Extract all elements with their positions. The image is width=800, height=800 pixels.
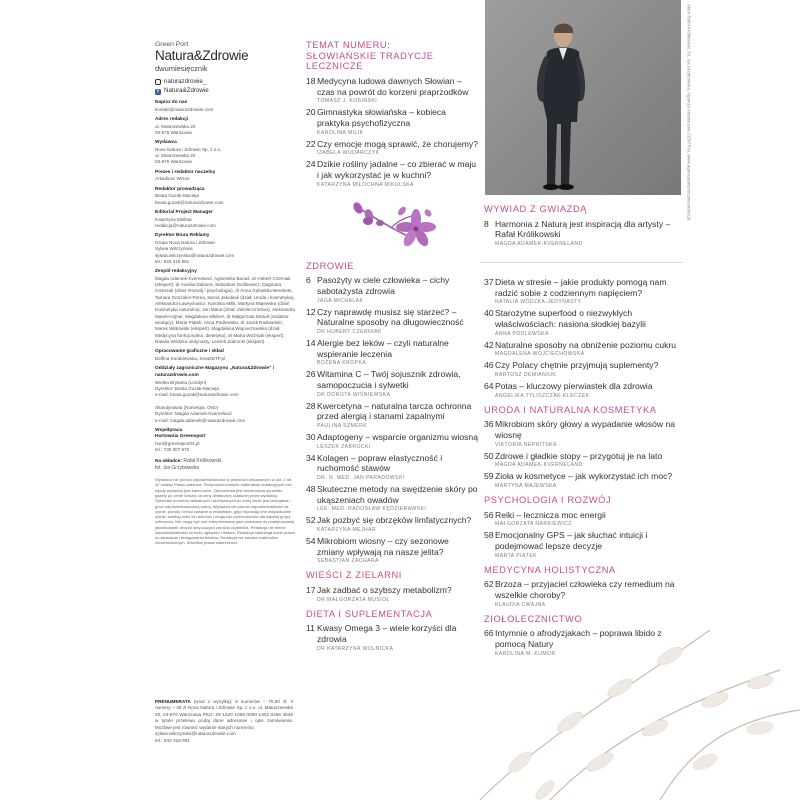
masthead-block-label: Editorial Project Manager (155, 209, 213, 215)
toc-entry-body (495, 510, 688, 528)
toc-page-number: 46 (484, 360, 494, 371)
toc-article-title: Harmonia z Naturą jest inspiracją dla artysty – Rafał Królikowski (495, 218, 671, 240)
toc-article-author: MAGDA ADAMEK-KVERNELAND (495, 241, 583, 247)
section-title: URODA I NATURALNA KOSMETYKA (484, 404, 657, 415)
toc-article-title: Kwercetyna – naturalna tarcza ochronna przed alergią i stanami zapalnymi (317, 400, 472, 422)
toc-page-number: 62 (484, 579, 494, 590)
subscription-label: PRENUMERATA (155, 699, 191, 704)
instagram-icon (155, 79, 161, 85)
toc-page-number: 22 (306, 138, 316, 149)
toc-article-author: TOMASZ J. KOSIŃSKI (317, 98, 378, 105)
toc-entry[interactable] (306, 623, 478, 651)
toc-page-number: 28 (306, 400, 316, 411)
magazine-title: Natura&Zdrowie (155, 48, 249, 64)
toc-article-title: Intymnie o afrodyzjakach – poprawa libido z pomocą Natury (495, 628, 662, 649)
toc-entry-body (317, 515, 478, 533)
toc-page-number: 66 (484, 628, 494, 639)
toc-page-number: 24 (306, 159, 316, 170)
section-title: MEDYCYNA HOLISTYCZNA (484, 564, 616, 575)
toc-article-title: Zdrowe i gładkie stopy – przygotuj je na lato (495, 450, 663, 461)
toc-entry-body (495, 308, 688, 336)
toc-entry[interactable] (484, 530, 688, 558)
toc-page-number: 34 (306, 452, 316, 463)
cover-text: Rafał Królikowski, fot. Iza Grzybowska (155, 457, 223, 472)
toc-page-number: 56 (484, 509, 494, 520)
toc-page-number: 42 (484, 339, 494, 350)
toc-entry[interactable] (306, 585, 478, 603)
toc-entry-body (317, 536, 478, 564)
toc-entry-body (317, 585, 478, 603)
cover-label: Na okładce: (155, 458, 182, 464)
toc-page-number: 54 (306, 535, 316, 546)
masthead-block (155, 349, 295, 362)
masthead-block-label: Redaktor prowadząca (155, 186, 205, 192)
facebook-link[interactable] (155, 87, 295, 96)
toc-article-author: KATARZYNA MIŁOCHNA MIKULSKA (317, 181, 414, 188)
toc-article-author: KATARZYNA MEJHAR (317, 526, 377, 533)
section-psychology (484, 495, 688, 559)
toc-entry[interactable] (484, 340, 688, 358)
toc-article-author: DR KATARZYNA WOLNICKA (317, 645, 394, 652)
toc-article-author: JAGA MICHALAK (317, 297, 364, 304)
toc-article-title: Dzikie rośliny jadalne – co zbierać w maju i jak wykorzystać je w kuchni? (317, 159, 477, 180)
toc-center-column (306, 40, 478, 655)
toc-page-number: 6 (306, 275, 311, 286)
toc-article-author: KLAUDIA CWAJNA (495, 601, 546, 608)
toc-entry[interactable] (306, 432, 478, 450)
divider (480, 262, 683, 263)
section-title: TEMAT NUMERU: SŁOWIAŃSKIE TRADYCJE LECZNICZE (306, 40, 434, 72)
toc-page-number: 17 (306, 584, 316, 595)
facebook-handle: Natura&Zdrowie (164, 87, 209, 95)
masthead-block (155, 428, 295, 454)
toc-article-author: SEBASTIAN ZACHARA (317, 558, 379, 565)
masthead-block-text: Nova Natura i Zdrowie Sp. z o.o. ul. Matuszewska 20 03-876 Warszawa (155, 146, 222, 165)
toc-entry[interactable] (484, 628, 688, 656)
masthead-block (155, 187, 295, 206)
toc-entry-body (495, 451, 688, 469)
toc-entry-body (495, 419, 688, 447)
toc-entry-body (317, 76, 478, 104)
toc-entry[interactable] (306, 536, 478, 564)
toc-entry[interactable] (306, 307, 478, 335)
toc-article-author: MAGDALENA WOJCIECHOWSKA (495, 351, 585, 358)
toc-entry-body (495, 360, 688, 378)
section-herbal (484, 614, 688, 657)
toc-right-top (484, 204, 684, 250)
toc-entry-body (317, 369, 478, 397)
toc-article-title: Pasożyty w ciele człowieka – cichy sabotażysta zdrowia (317, 275, 450, 296)
masthead-block-label: Prezes i redaktor naczelny (155, 169, 216, 175)
toc-entry-body (317, 107, 478, 135)
section-beauty (484, 405, 688, 489)
toc-entry[interactable] (306, 369, 478, 397)
section-health-continued (484, 277, 688, 399)
toc-article-title: Dieta w stresie – jakie produkty pomogą nam radzić sobie z codziennym napięciem? (495, 277, 667, 298)
toc-article-title: Emocjonalny GPS – jak słuchać intuicji i podejmować lepsze decyzje (495, 530, 648, 551)
masthead-block-label: Zespół redakcyjny (155, 269, 197, 275)
toc-entry[interactable] (306, 338, 478, 366)
toc-article-author: MARTA PIĄTEK (495, 552, 538, 559)
masthead-block-label: Dyrektor Biura Reklamy (155, 233, 210, 239)
toc-page-number: 50 (484, 450, 494, 461)
toc-article-title: Jak pozbyć się obrzęków limfatycznych? (317, 515, 472, 526)
toc-article-author: KAROLINA M. KUMOR (495, 650, 556, 657)
instagram-link[interactable] (155, 78, 295, 87)
subscription-text: (wraz z wysyłką): 6 numerów – 75,60 zł, 3 numery – 38 zł Nova Natura i Zdrowie Sp. z o.o. ul. Matuszewska 20, 03-876 Warszawa PKO: 29 1020 1068 0000 1302 0466 3649 w tytule przelewu podaj dane adresowe i opis zamówienia. Możliwe jest również wydanie starych numerów. sylwia.wilczynska@naturazdrowie.com tel.: 533 315 991 (155, 699, 293, 743)
section-topic (306, 40, 478, 188)
toc-entry-body (317, 307, 478, 335)
toc-page-number: 40 (484, 308, 494, 319)
toc-entry[interactable] (484, 419, 688, 447)
toc-entry[interactable] (306, 275, 478, 303)
toc-entry-body (317, 484, 478, 512)
toc-entry-body (495, 340, 688, 358)
toc-entry-body (317, 432, 478, 450)
section-title: DIETA I SUPLEMENTACJA (306, 608, 433, 619)
photo-credit-text: Aktor Rafał Królikowski, fot. Iza Grzybowska, Agencja Artystyczna CENTRAL www.agencjaartystycznacentral.pl (686, 4, 692, 221)
toc-article-title: Czy Polacy chętnie przyjmują suplementy? (495, 360, 659, 371)
toc-article-author: DR MAŁGORZATA MUSIOŁ (317, 596, 390, 603)
toc-entry[interactable] (306, 76, 478, 104)
cover-star-photo (485, 0, 681, 195)
toc-page-number: 52 (306, 515, 316, 526)
masthead-block (155, 366, 295, 424)
toc-article-author: NATALIA WÓDZKA-JEDYNASTY (495, 299, 582, 306)
section-news (306, 570, 478, 602)
section-star-interview (484, 204, 684, 247)
masthead-block (155, 210, 295, 229)
toc-article-title: Naturalne sposoby na obniżenie poziomu cukru (495, 339, 677, 350)
toc-entry[interactable] (306, 139, 478, 157)
toc-article-title: Witamina C – Twój sojusznik zdrowia, samopoczucia i sylwetki (317, 369, 461, 390)
toc-page-number: 58 (484, 530, 494, 541)
toc-page-number: 59 (484, 471, 494, 482)
toc-article-title: Medycyna ludowa dawnych Słowian – czas na powrót do korzeni praprzodków (317, 76, 469, 97)
toc-article-title: Starożytne superfood o niezwykłych właściwościach: nasiona słodkiej bazylii (495, 308, 646, 329)
photo-credit (682, 2, 702, 221)
toc-article-author: BOŻENA KROPKA (317, 360, 367, 367)
toc-article-author: MAGDA ADAMEK-KVERNELAND (495, 462, 583, 469)
toc-entry[interactable] (306, 484, 478, 512)
toc-article-title: Reiki – lecznicza moc energii (495, 509, 606, 520)
toc-page-number: 18 (306, 76, 316, 87)
publisher-name: Green Port (155, 41, 189, 48)
toc-article-author: MAŁGORZATA NARKIEWICZ (495, 521, 572, 528)
masthead-block (155, 233, 295, 265)
instagram-handle: naturazdrowie_ (164, 77, 207, 85)
section-title: WYWIAD Z GWIAZDĄ (484, 204, 588, 214)
masthead-block-text: Grupa Nova Natura i Zdrowie Sylwia Wilczyńska sylwia.wilczynska@naturazdrowie.com tel.: 533 315 991 (155, 239, 235, 264)
masthead-block-text: ul. Matuszewska 20 03-876 Warszawa (155, 123, 196, 135)
toc-page-number: 12 (306, 306, 316, 317)
masthead-block-text: Magda Adamek-Kverneland, Agnieszka Banaś, dr Hubert Czerniak (ekspert), dr Aurelia Daktora, Sebastian Duźkiewicz, Dagmara Gmitrzak (dział: Rozwój i psychologia), dr Anna Gębalska-Berekets, Tamara Gonzalez-Perea, Iwona Jakubiak (dział: Uroda i kosmetyka), Aleksandra Ławrynowicz, Karolina Milik, Martyna Majewska (dział: Kosmetyka naturalna), Jan Matul (dział: Zielolecznictwo), Aleksandra Marek-Hojner, Magdalena Mildner, dr Małgorzata Musioł (redaktor wiodący), Marta Piątek, Anna Podlewska, dr Jacek Radwański, Marek Witkowski (ekspert), Magdalena Wojciechowska (dział: Medycyna funkcjonalna, dietetyka), dr Marta Woźniak (ekspert), Natalia Wódzka-Jedynasty, Leszek Zabrocki (ekspert) (155, 275, 295, 345)
masthead-block-label: Napisz do nas (155, 99, 188, 105)
section-holistic (484, 565, 688, 608)
toc-entry[interactable] (484, 579, 688, 607)
toc-entry-body (495, 628, 688, 656)
toc-article-title: Mikrobiom wiosny – czy sezonowe zmiany wpływają na nasze jelita? (317, 535, 449, 557)
toc-entry[interactable] (484, 308, 688, 336)
toc-entry[interactable] (484, 510, 688, 528)
toc-entry[interactable] (306, 159, 478, 187)
toc-article-author: MARTYNA MAJEWSKA (495, 482, 557, 489)
toc-page-number: 14 (306, 337, 316, 348)
masthead-block-text: hurt@greensport24.pl tel.: 730 007 872 (155, 441, 200, 453)
masthead-block-text: kontakt@naturazdrowie.com (155, 106, 214, 112)
masthead-block (155, 117, 295, 136)
masthead-block-text: Beata Guzak-Macieja beata.guzak@naturazdrowie.com (155, 193, 224, 205)
masthead-block (155, 170, 295, 183)
toc-page-number: 20 (306, 107, 316, 118)
masthead-block-text: Katarzyna Molihar redakcja@naturazdrowie.com (155, 216, 216, 228)
toc-page-number: 30 (306, 431, 316, 442)
masthead-block (155, 100, 295, 113)
toc-page-number: 11 (306, 623, 315, 634)
subscription-info (155, 699, 293, 744)
toc-entry[interactable] (484, 219, 684, 247)
masthead-block-text: Arkadiusz Wrzos (155, 176, 190, 182)
toc-article-title: Gimnastyka słowiańska – kobieca praktyka psychofizyczna (317, 107, 446, 129)
masthead-block (155, 269, 295, 345)
toc-article-title: Kolagen – popraw elastyczność i ruchomość stawów (317, 452, 443, 474)
toc-article-title: Czy emocje mogą sprawić, że chorujemy? (317, 138, 478, 149)
toc-article-title: Kwasy Omega 3 – wiele korzyści dla zdrowia (317, 623, 457, 644)
toc-entry-body (317, 159, 478, 187)
masthead (155, 40, 295, 546)
toc-entry[interactable] (306, 107, 478, 135)
toc-article-author: BARTOSZ DEMIANIUK (495, 371, 557, 378)
toc-article-author: LESZEK ZABROCKI (317, 443, 371, 450)
toc-article-author: VIKTORIA NEPRITSKA (495, 441, 557, 448)
masthead-block-text: Delfina Korabiewska, SmartDTP.pl (155, 356, 226, 361)
toc-entry-body (317, 139, 478, 157)
toc-entry-body (317, 401, 478, 429)
toc-article-title: Potas – kluczowy pierwiastek dla zdrowia (495, 380, 653, 391)
masthead-block-label: Adres redakcji (155, 116, 189, 122)
section-health (306, 261, 478, 565)
masthead-block-label: Wydawca (155, 140, 177, 146)
toc-article-author: DR DOROTA WIŚNIEWSKA (317, 391, 391, 398)
toc-entry-body (495, 530, 688, 558)
magazine-frequency: dwumiesięcznik (155, 63, 208, 73)
section-diet (306, 609, 478, 652)
toc-entry-body (495, 219, 684, 247)
masthead-blocks (155, 100, 295, 454)
toc-entry[interactable] (306, 453, 478, 481)
toc-entry[interactable] (484, 381, 688, 399)
toc-entry[interactable] (306, 515, 478, 533)
toc-article-title: Alergie bez leków – czyli naturalne wspieranie leczenia (317, 337, 449, 359)
toc-page-number: 26 (306, 369, 316, 380)
section-title: WIEŚCI Z ZIELARNI (306, 570, 402, 581)
toc-page-number: 36 (484, 419, 494, 430)
toc-entry-body (317, 453, 478, 481)
toc-article-title: Adaptogeny – wsparcie organizmu wiosną (317, 431, 478, 442)
toc-entry-body (317, 623, 478, 651)
toc-entry[interactable] (306, 401, 478, 429)
facebook-icon: f (155, 89, 161, 95)
section-title: ZIOŁOLECZNICTWO (484, 613, 583, 624)
toc-article-author: LEK. MED. RADOSŁAW KĘDZIERAWSKI (317, 506, 427, 513)
toc-entry[interactable] (484, 360, 688, 378)
toc-entry[interactable] (484, 471, 688, 489)
toc-page-number: 37 (484, 277, 494, 287)
toc-entry-body (495, 579, 688, 607)
toc-article-title: Mikrobiom skóry głowy a wypadanie włosów na wiosnę (495, 419, 676, 440)
toc-article-author: KAROLINA MILIK (317, 129, 364, 136)
toc-entry-body (495, 471, 688, 489)
toc-article-author: DR. N. MED. JAN PARADOWSKI (317, 474, 405, 481)
toc-article-title: Czy naprawdę musisz się starzeć? – Naturalne sposoby na długowieczność (317, 306, 464, 328)
masthead-block-text: Wielka Brytania (Londyn) Dyrektor: Beata Guzak-Macieja e-mail: beata.guzak@naturazdrowie.com Skandynawia (Norwegia, Oslo) Dyrektor: Magda Adamek-Kverneland e-mail: magda.adamek@naturazdrowie.com (155, 379, 246, 423)
toc-page-number: 8 (484, 218, 489, 229)
toc-article-author: ANNA PODLEWSKA (495, 330, 549, 337)
toc-article-title: Zioła w kosmetyce – jak wykorzystać ich moc? (495, 471, 673, 482)
toc-entry-body (317, 338, 478, 366)
section-title: ZDROWIE (306, 260, 355, 271)
toc-entry-body (495, 381, 688, 399)
masthead-block-label: Współpraca Hurtownia Greensport (155, 427, 206, 440)
toc-article-author: PAULINA SZMERK (317, 422, 368, 429)
toc-article-author: ANGELIKA TYLISZCZAK-KLECZEK (495, 392, 590, 399)
section-title: PSYCHOLOGIA I ROZWÓJ (484, 494, 612, 505)
toc-entry-body (317, 275, 478, 303)
toc-entry-body (495, 277, 688, 305)
masthead-block-label: Oddziały zagraniczne Magazynu „Natura&Zdrowie" i naturazdrowie.com (155, 366, 275, 378)
lilac-flower-illustration (332, 191, 478, 253)
toc-article-title: Jak zadbać o szybszy metabolizm? (317, 584, 452, 595)
toc-article-title: Skuteczne metody na swędzenie skóry po ukąszeniach owadów (317, 483, 478, 505)
toc-entry[interactable] (484, 451, 688, 469)
toc-right-column (484, 277, 688, 660)
toc-entry[interactable] (484, 277, 688, 305)
toc-page-number: 48 (306, 483, 316, 494)
legal-notice: Wydawca nie ponosi odpowiedzialności w granicach wskazanych w ust. 2 art. 42 ustawy Prawo prasowe. Rozpowszechnianie materiałów redakcyjnych bez zgody wydawcy jest zabronione. Zamówienia jest bezumowna sprzedaż gazety po cenie niższej od ceny detalicznej ustalonej przez wydawcę. Sprzedaż numerów aktualnych i archiwalnych po innej cenie jest nielegalna i grozi odpowiedzialnością karną. Wydawca nie ponosi odpowiedzialności za opinie, porady i treści zawarte w reklamach, gdyż wyrażają one indywidualne opinie, według ocen ich autorów i mogą być przeznaczone dla wąskiej grupy odbiorców. Nie mogą być one interpretowane jako podstawa do podejmowania jakichkolwiek decyzji dotyczących zdrowia czytelnika. Redakcja nie bierze odpowiedzialności za treść ogłoszeń i reklam. Redakcja zastrzega sobie prawo do skracania i redagowania tekstów. Redakcja nie zwraca materiałów niezamówionych. Wszelkie prawa zastrzeżone. (155, 477, 295, 546)
toc-page-number: 64 (484, 380, 494, 391)
masthead-block-label: Opracowanie graficzne i skład (155, 349, 224, 355)
toc-article-author: DR HUBERT CZERNIAK (317, 328, 382, 335)
cover-credit (155, 458, 295, 473)
toc-article-title: Brzoza – przyjaciel człowieka czy remedium na wszelkie choroby? (495, 579, 675, 600)
masthead-block (155, 140, 295, 166)
toc-article-author: IZABELA WUDARCZYK (317, 150, 380, 157)
